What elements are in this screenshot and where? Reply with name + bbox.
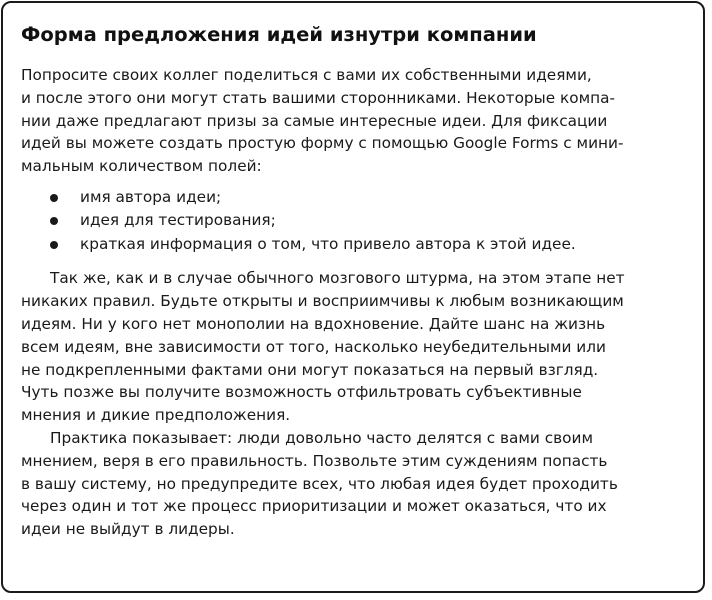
text-line: не подкрепленными фактами они могут показаться на первый взгляд.	[21, 360, 599, 379]
text-line: Практика показывает: люди довольно часто делятся с вами своим	[50, 429, 594, 448]
bullet-item	[21, 209, 701, 233]
intro-paragraph	[21, 64, 701, 178]
text-line: никаких правил. Будьте открыты и восприимчивы к любым возникающим	[21, 292, 624, 311]
box-content	[21, 64, 701, 541]
bullet-item	[21, 186, 701, 210]
text-line: в вашу систему, но предупредите всех, что любая идея будет проходить	[21, 474, 618, 493]
text-line: мнением, веря в его правильность. Позвольте этим суждениям попасть	[21, 451, 608, 470]
text-line: Попросите своих коллег поделиться с вами их собственными идеями,	[21, 66, 592, 84]
bullet-list	[21, 186, 701, 257]
text-line: всем идеям, вне зависимости от того, насколько неубедительными или	[21, 337, 606, 356]
text-line: мнения и дикие предположения.	[21, 406, 291, 425]
text-line: нии даже предлагают призы за самые интересные идеи. Для фиксации	[21, 111, 608, 130]
text-line: Чуть позже вы получите возможность отфильтровать субъективные	[21, 383, 582, 402]
text-line: Так же, как и в случае обычного мозгового штурма, на этом этапе нет	[50, 269, 625, 288]
box-title: Форма предложения идей изнутри компании	[21, 23, 537, 46]
bullet-item	[21, 233, 701, 257]
paragraph-rules	[21, 267, 701, 427]
bullet-text: краткая информация о том, что привело автора к этой идее.	[80, 234, 576, 253]
text-line: идеям. Ни у кого нет монополии на вдохновение. Дайте шанс на жизнь	[21, 315, 606, 334]
bullet-dot-icon	[50, 217, 58, 225]
bullet-dot-icon	[50, 241, 58, 249]
bullet-dot-icon	[50, 194, 58, 202]
paragraph-practice	[21, 427, 701, 541]
text-line: через один и тот же процесс приоритизации и может оказаться, что их	[21, 497, 607, 516]
bullet-text: идея для тестирования;	[80, 211, 276, 230]
sidebar-box	[1, 1, 705, 593]
bullet-text: имя автора идеи;	[80, 187, 222, 206]
text-line: и после этого они могут стать вашими сторонниками. Некоторые компа-	[21, 88, 616, 107]
text-line: мальным количеством полей:	[21, 157, 262, 176]
text-line: идей вы можете создать простую форму с помощью Google Forms с мини-	[21, 134, 624, 153]
text-line: идеи не выйдут в лидеры.	[21, 520, 235, 539]
